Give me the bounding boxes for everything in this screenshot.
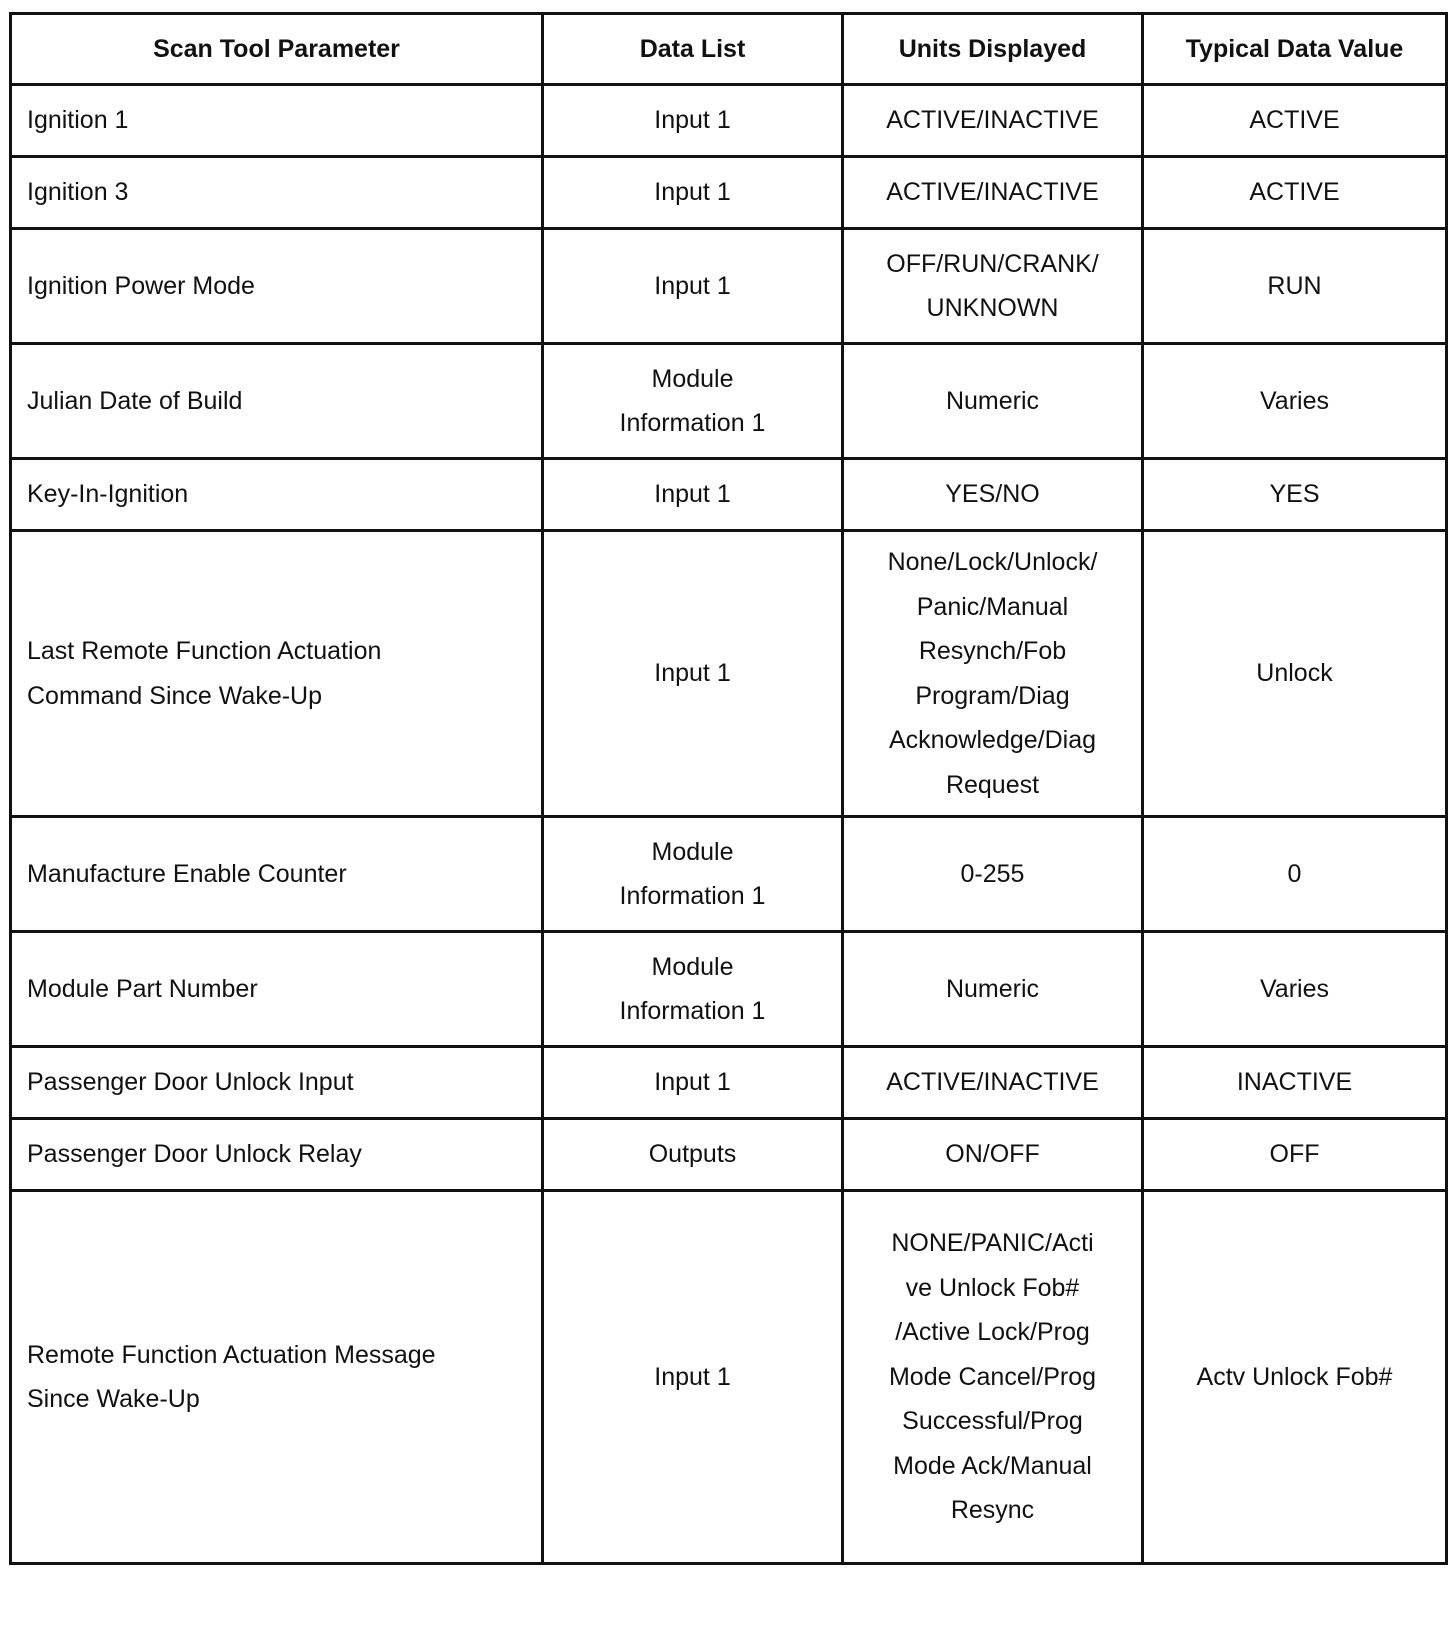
cell-text-line: Input 1 (654, 271, 731, 300)
cell-text-line: Module Part Number (27, 974, 258, 1003)
cell-units-displayed (843, 1119, 1143, 1191)
table-row (11, 344, 1447, 459)
cell-text-line: None/Lock/Unlock/ (887, 548, 1098, 576)
table-row (11, 1047, 1447, 1119)
table-row (11, 932, 1447, 1047)
cell-scan-tool-parameter (11, 344, 543, 459)
cell-text-line: Varies (1259, 386, 1329, 415)
cell-units-displayed (843, 459, 1143, 531)
cell-text-line: Resync (950, 1496, 1035, 1525)
cell-data-list (543, 1119, 843, 1191)
cell-text-line: RUN (1267, 271, 1322, 300)
cell-text-line: Module (651, 364, 734, 393)
cell-text-line: ON/OFF (945, 1140, 1040, 1169)
cell-text-line: ACTIVE (1249, 178, 1340, 207)
cell-text-line: Outputs (648, 1140, 737, 1169)
cell-text-line: Ignition 1 (27, 106, 129, 135)
cell-units-displayed (843, 817, 1143, 932)
cell-data-list (543, 157, 843, 229)
cell-text-line: NONE/PANIC/Acti (891, 1229, 1094, 1258)
table-row (11, 1119, 1447, 1191)
cell-text-line: Passenger Door Unlock Input (27, 1068, 354, 1097)
cell-typical-data-value (1143, 157, 1447, 229)
cell-text-line: YES/NO (945, 480, 1040, 509)
cell-text-line: 0 (1287, 859, 1302, 888)
cell-typical-data-value (1143, 229, 1447, 344)
cell-scan-tool-parameter (11, 85, 543, 157)
header-scan-tool-parameter: Scan Tool Parameter (11, 14, 543, 85)
cell-text-line: Information 1 (619, 882, 766, 910)
cell-text-line: ACTIVE/INACTIVE (886, 178, 1099, 207)
cell-text-line: OFF (1269, 1140, 1320, 1169)
cell-scan-tool-parameter (11, 459, 543, 531)
cell-text-line: 0-255 (960, 859, 1025, 888)
cell-text-line: Input 1 (654, 659, 731, 688)
table-row (11, 459, 1447, 531)
table-row (11, 85, 1447, 157)
cell-text-line: Julian Date of Build (27, 386, 243, 415)
table-row (11, 817, 1447, 932)
header-data-list: Data List (543, 14, 843, 85)
cell-text-line: ACTIVE/INACTIVE (886, 1068, 1099, 1097)
cell-text-line: Passenger Door Unlock Relay (27, 1140, 362, 1169)
cell-text-line: Unlock (1256, 659, 1333, 688)
cell-scan-tool-parameter (11, 229, 543, 344)
table-row (11, 531, 1447, 817)
cell-text-line: Numeric (945, 386, 1040, 415)
scan-tool-data-table (9, 12, 1448, 1565)
table-body (11, 85, 1447, 1564)
table-row (11, 229, 1447, 344)
cell-text-line: Information 1 (619, 409, 766, 437)
cell-units-displayed (843, 531, 1143, 817)
cell-data-list (543, 459, 843, 531)
cell-scan-tool-parameter (11, 1047, 543, 1119)
cell-typical-data-value (1143, 85, 1447, 157)
cell-text-line: Mode Ack/Manual (893, 1451, 1092, 1480)
cell-units-displayed (843, 1047, 1143, 1119)
cell-text-line: Varies (1259, 974, 1329, 1003)
cell-text-line: Request (945, 770, 1040, 799)
cell-text-line: Successful/Prog (902, 1407, 1083, 1436)
cell-data-list (543, 817, 843, 932)
cell-text-line: Manufacture Enable Counter (27, 859, 347, 888)
cell-units-displayed (843, 1191, 1143, 1564)
cell-text-line: Input 1 (654, 106, 731, 135)
cell-text-line: ACTIVE (1249, 106, 1340, 135)
cell-text-line: Last Remote Function Actuation (27, 637, 382, 665)
cell-text-line: Since Wake-Up (27, 1385, 200, 1413)
cell-units-displayed (843, 85, 1143, 157)
cell-text-line: Resynch/Fob (918, 637, 1067, 665)
cell-units-displayed (843, 344, 1143, 459)
header-units-displayed: Units Displayed (843, 14, 1143, 85)
cell-typical-data-value (1143, 1119, 1447, 1191)
cell-data-list (543, 344, 843, 459)
cell-typical-data-value (1143, 459, 1447, 531)
cell-scan-tool-parameter (11, 932, 543, 1047)
cell-text-line: Numeric (945, 974, 1040, 1003)
cell-typical-data-value (1143, 932, 1447, 1047)
cell-text-line: Remote Function Actuation Message (27, 1340, 436, 1369)
cell-text-line: ACTIVE/INACTIVE (886, 106, 1099, 135)
cell-scan-tool-parameter (11, 1191, 543, 1564)
cell-text-line: Acknowledge/Diag (888, 726, 1097, 754)
table-row (11, 1191, 1447, 1564)
cell-text-line: /Active Lock/Prog (895, 1318, 1090, 1347)
cell-text-line: Module (651, 837, 734, 866)
cell-data-list (543, 1191, 843, 1564)
table-row (11, 157, 1447, 229)
cell-text-line: OFF/RUN/CRANK/ (886, 249, 1099, 278)
cell-typical-data-value (1143, 1191, 1447, 1564)
cell-text-line: Input 1 (654, 1362, 731, 1391)
cell-text-line: Information 1 (619, 997, 766, 1025)
cell-data-list (543, 85, 843, 157)
cell-data-list (543, 229, 843, 344)
cell-text-line: Ignition Power Mode (27, 271, 255, 300)
cell-units-displayed (843, 932, 1143, 1047)
cell-data-list (543, 531, 843, 817)
cell-typical-data-value (1143, 531, 1447, 817)
cell-text-line: INACTIVE (1236, 1068, 1353, 1097)
cell-data-list (543, 932, 843, 1047)
cell-text-line: Panic/Manual (916, 592, 1069, 621)
cell-text-line: Input 1 (654, 480, 731, 509)
header-row (11, 14, 1447, 85)
cell-text-line: Input 1 (654, 178, 731, 207)
cell-text-line: Command Since Wake-Up (27, 681, 323, 710)
cell-text-line: UNKNOWN (926, 294, 1059, 322)
cell-scan-tool-parameter (11, 531, 543, 817)
cell-typical-data-value (1143, 344, 1447, 459)
cell-text-line: Program/Diag (915, 681, 1070, 710)
cell-text-line: Mode Cancel/Prog (888, 1362, 1097, 1391)
cell-text-line: Ignition 3 (27, 178, 129, 207)
cell-text-line: Module (651, 952, 734, 981)
cell-text-line: Input 1 (654, 1068, 731, 1097)
cell-text-line: Key-In-Ignition (27, 480, 189, 509)
cell-scan-tool-parameter (11, 157, 543, 229)
cell-text-line: YES (1269, 480, 1320, 509)
cell-scan-tool-parameter (11, 817, 543, 932)
cell-data-list (543, 1047, 843, 1119)
header-typical-data-value: Typical Data Value (1143, 14, 1447, 85)
cell-text-line: Actv Unlock Fob# (1196, 1362, 1393, 1391)
cell-scan-tool-parameter (11, 1119, 543, 1191)
cell-typical-data-value (1143, 817, 1447, 932)
cell-typical-data-value (1143, 1047, 1447, 1119)
cell-text-line: ve Unlock Fob# (905, 1273, 1080, 1302)
cell-units-displayed (843, 229, 1143, 344)
cell-units-displayed (843, 157, 1143, 229)
